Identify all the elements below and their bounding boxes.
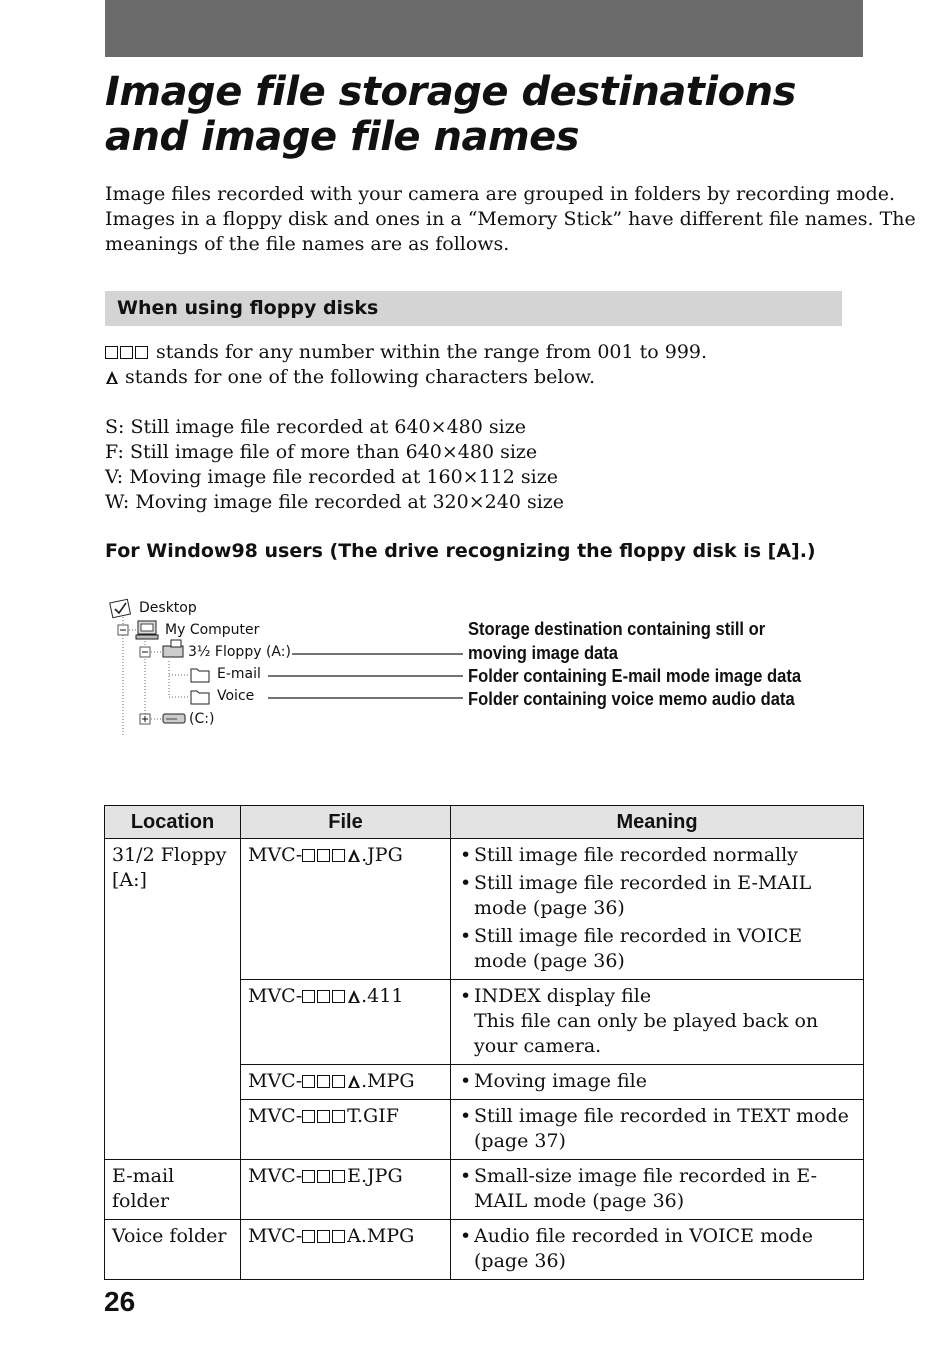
list-item: • Still image file recorded in VOICE mode (page 36) [458,924,857,974]
header-location: Location [105,806,241,839]
header-file: File [241,806,451,839]
list-item: • Moving image file [458,1069,857,1094]
legend-triangle-text: stands for one of the following characters below. [119,366,595,388]
header-meaning: Meaning [451,806,864,839]
list-item: • Audio file recorded in VOICE mode (page 36) [458,1224,857,1274]
section-heading [105,291,842,326]
page-title [105,70,885,160]
location-cell: 31/2 Floppy [A:] [105,839,241,1160]
note-storage-line-1: Storage destination containing still or [468,619,766,639]
tree-email-folder: E-mail [217,666,261,682]
desktop-icon [110,599,131,617]
file-cell: MVC- T.GIF [241,1100,451,1160]
number-placeholder-icon [120,346,133,359]
meaning-extra: This file can only be played back on your camera. [474,1010,819,1057]
list-item: • Small-size image file recorded in E-MAIL mode (page 36) [458,1164,857,1214]
legend-code-f: F: Still image file of more than 640×480 size [105,441,538,463]
file-cell: MVC- E.JPG [241,1160,451,1220]
legend-code-v: V: Moving image file recorded at 160×112 size [105,466,558,488]
character-placeholder-icon [106,371,118,384]
file-cell: MVC- .JPG [241,839,451,980]
legend-triangle-line [105,365,865,390]
hard-drive-icon [163,714,185,723]
header-bar [105,0,863,57]
title-line-2: and image file names [105,114,580,160]
meaning-cell [451,980,864,1065]
tree-floppy: 3½ Floppy (A:) [188,644,291,660]
meaning-cell [451,1220,864,1280]
file-cell: MVC- .MPG [241,1065,451,1100]
section-title: When using floppy disks [117,297,379,319]
meaning-cell [451,1160,864,1220]
file-cell: MVC- .411 [241,980,451,1065]
intro-paragraph [105,182,916,257]
list-item: • Still image file recorded normally [458,843,857,868]
title-line-1: Image file storage destinations [105,69,796,115]
legend-squares-line [105,340,865,365]
list-item: • Still image file recorded in E-MAIL mode (page 36) [458,871,857,921]
page-number: 26 [104,1286,136,1317]
file-cell: MVC- A.MPG [241,1220,451,1280]
table-row [105,839,864,980]
legend-code-w: W: Moving image file recorded at 320×240 size [105,491,565,513]
floppy-drive-icon [163,640,183,657]
location-cell: Voice folder [105,1220,241,1280]
note-voice: Folder containing voice memo audio data [468,689,795,709]
windows98-subheading: For Window98 users (The drive recognizing the floppy disk is [A].) [105,540,816,562]
folder-icon [191,669,209,704]
list-item: • Still image file recorded in TEXT mode (page 37) [458,1104,857,1154]
note-email: Folder containing E-mail mode image data [468,666,802,686]
legend-code-s: S: Still image file recorded at 640×480 size [105,416,526,438]
meaning-cell [451,1065,864,1100]
intro-line-1: Image files recorded with your camera are grouped in folders by recording mode. [105,183,896,205]
intro-line-2: Images in a floppy disk and ones in a “Memory Stick” have different file names. The [105,208,916,230]
tree-my-computer: My Computer [165,622,260,638]
expand-icon [140,714,150,724]
intro-line-3: meanings of the file names are as follows. [105,233,510,255]
table-row [105,1160,864,1220]
file-names-table [104,805,864,1280]
folder-tree-diagram [105,595,865,740]
tree-desktop: Desktop [139,600,197,616]
table-header-row [105,806,864,839]
table-row [105,1220,864,1280]
note-storage-line-2: moving image data [468,643,619,663]
legend-squares-text: stands for any number within the range from 001 to 999. [150,341,708,363]
location-cell: E-mail folder [105,1160,241,1220]
legend [105,340,865,515]
meaning-cell [451,839,864,980]
tree-voice-folder: Voice [217,688,255,704]
number-placeholder-icon [135,346,148,359]
meaning-cell [451,1100,864,1160]
tree-c-drive: (C:) [189,711,215,727]
number-placeholder-icon [105,346,118,359]
my-computer-icon [136,621,158,639]
list-item: • INDEX display file This file can only be played back on your camera. [458,984,857,1059]
